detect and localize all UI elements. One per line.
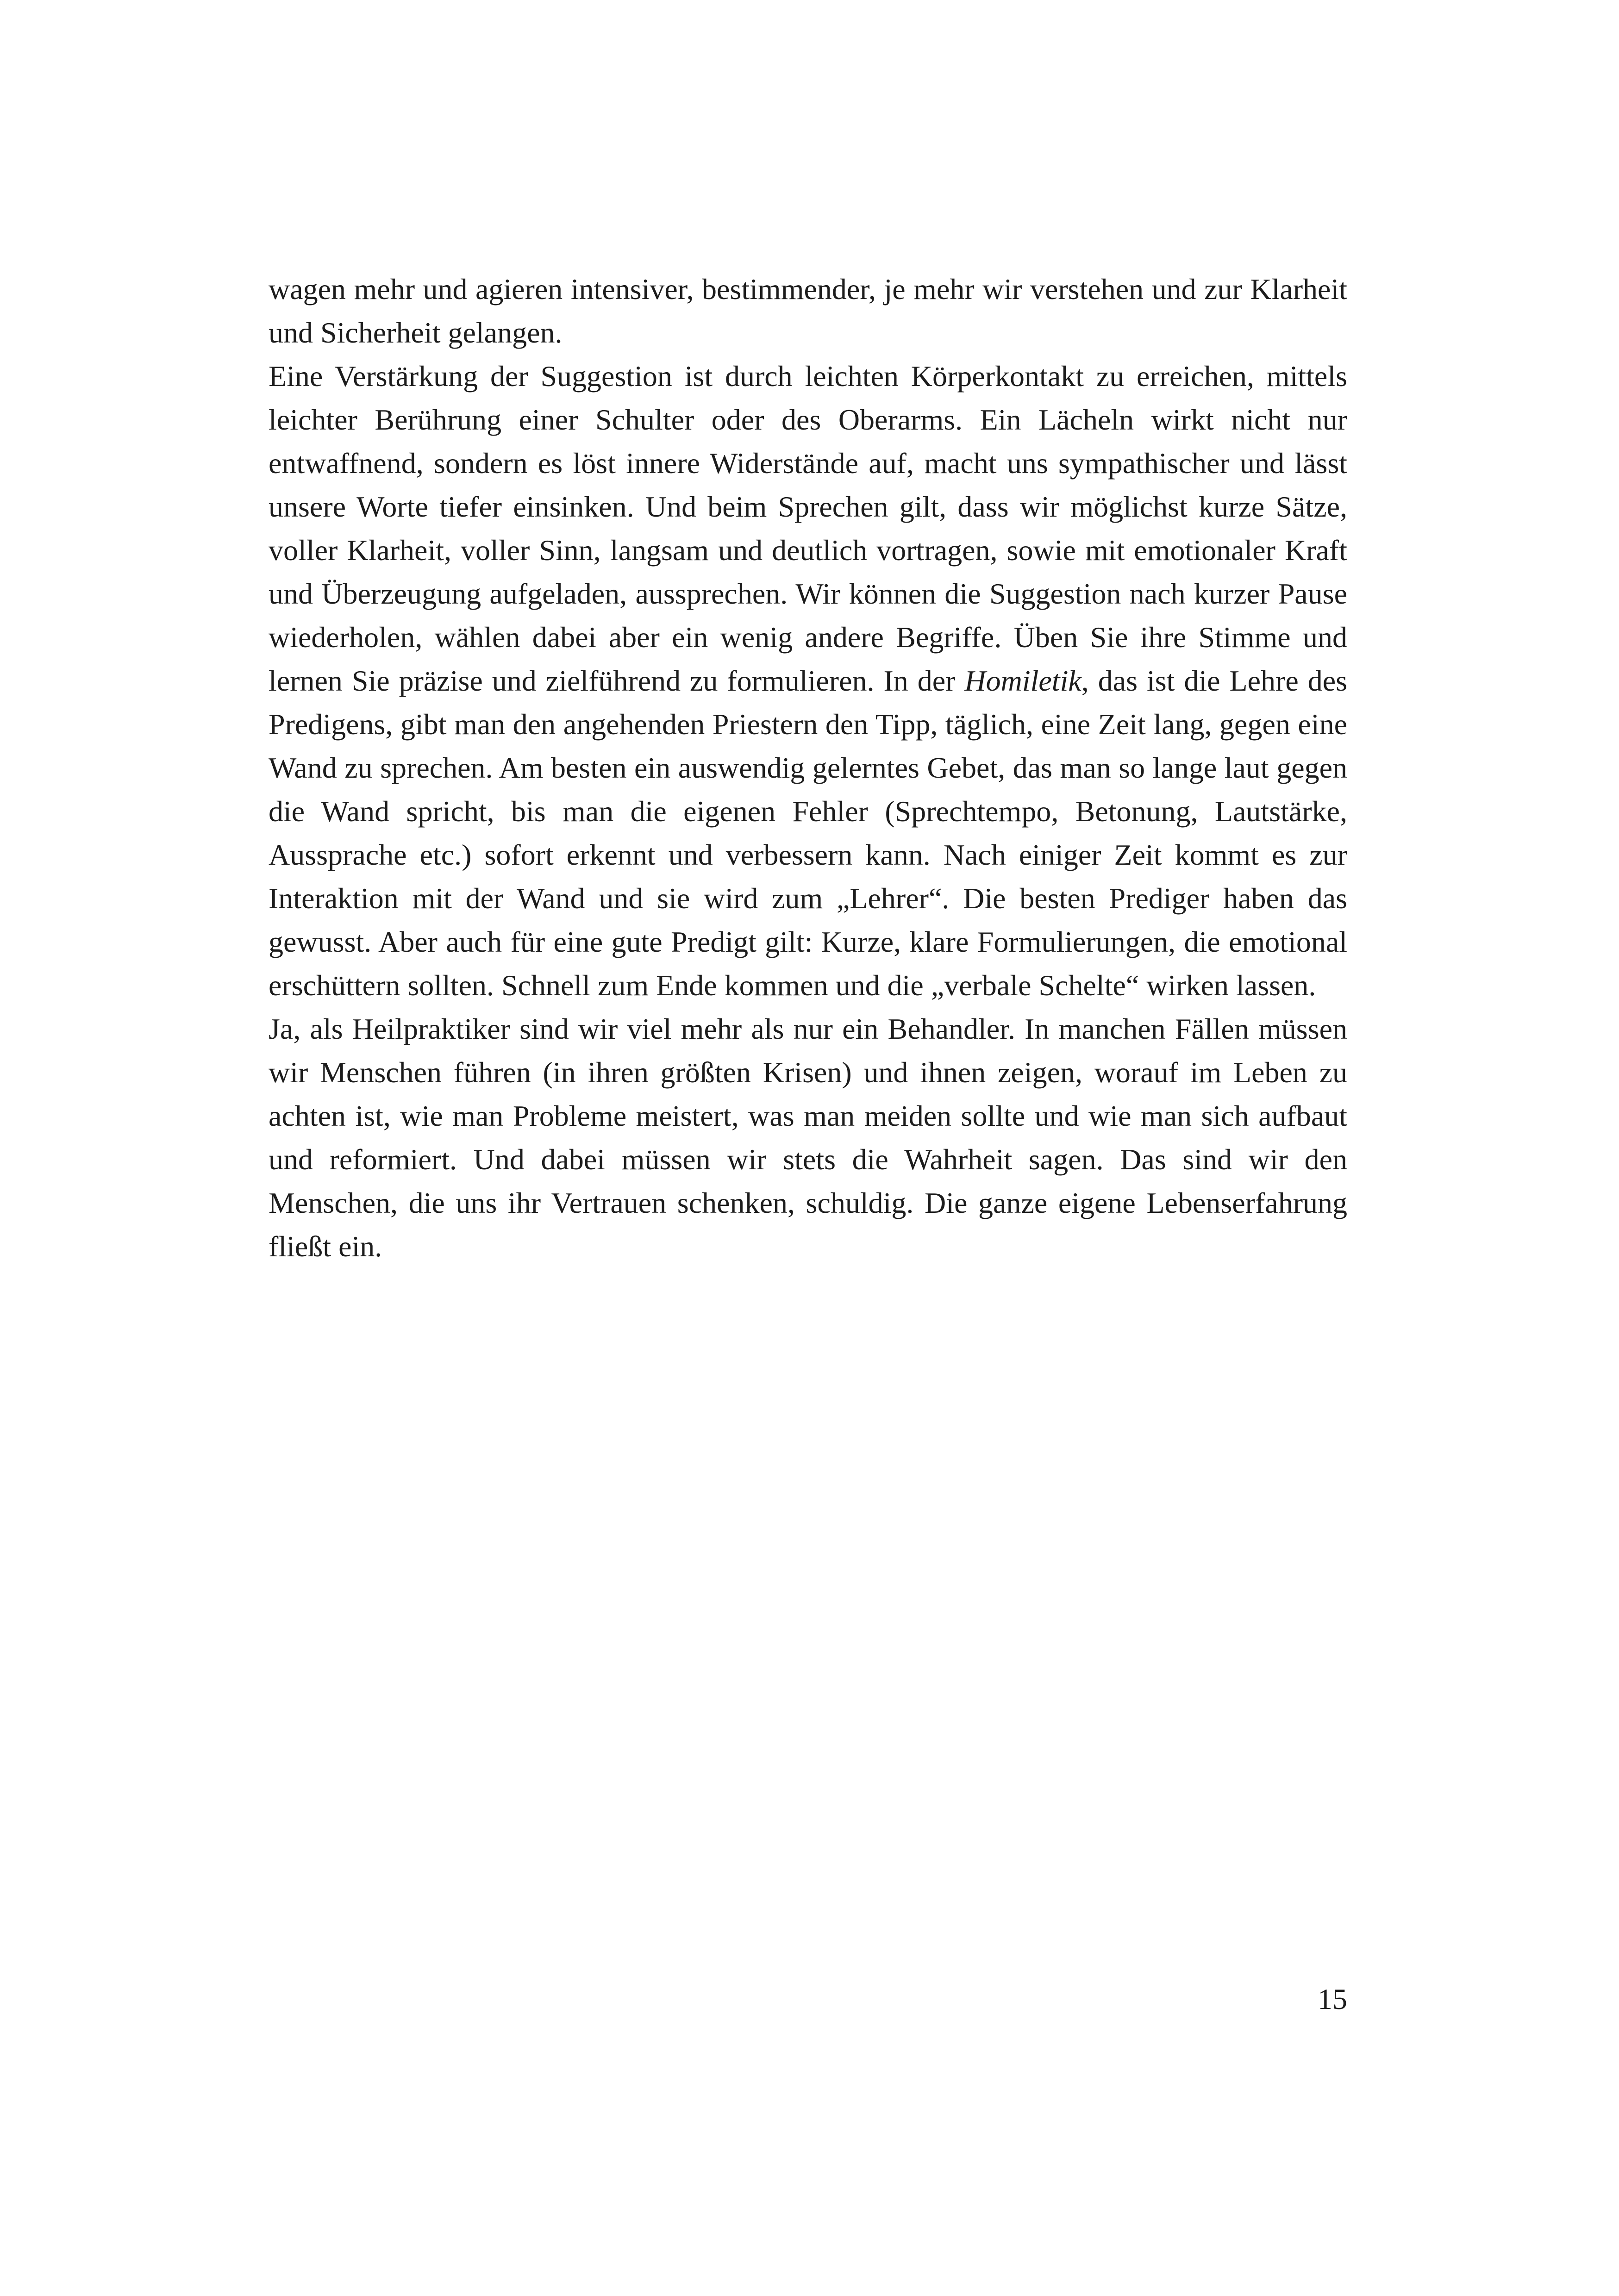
page-number: 15 — [1318, 1983, 1347, 2015]
paragraph-suggestion — [269, 355, 1347, 1007]
paragraph-heilpraktiker: Ja, als Heilpraktiker sind wir viel mehr als nur ein Behandler. In manchen Fällen müssen wir Menschen führen (in ihren größten Krisen) und ihnen zeigen, worauf im Leben zu achten ist, wie man Probleme meistert, was man meiden sollte und wie man sich aufbaut und reformiert. Und dabei müssen wir stets die Wahrheit sagen. Das sind wir den Menschen, die uns ihr Vertrauen schenken, schuldig. Die ganze eigene Lebenserfahrung fließt ein. — [269, 1012, 1347, 1263]
body-text — [269, 268, 1347, 1268]
paragraph-continuation: wagen mehr und agieren intensiver, bestimmender, je mehr wir verstehen und zur Klarheit und Sicherheit gelangen. — [269, 273, 1347, 349]
paragraph-text: , das ist die Lehre des Predigens, gibt man den angehenden Priestern den Tipp, täglich, eine Zeit lang, gegen eine Wand zu sprechen. Am besten ein auswendig gelerntes Gebet, das man so lange laut gegen die Wand spricht, bis man die eigenen Fehler (Sprechtempo, Betonung, Lautstärke, Aussprache etc.) sofort erkennt und verbessern kann. Nach einiger Zeit kommt es zur Interaktion mit der Wand und sie wird zum „Lehrer“. Die besten Prediger haben das gewusst. Aber auch für eine gute Predigt gilt: Kurze, klare Formulierungen, die emotional erschüttern sollten. Schnell zum Ende kommen und die „verbale Schelte“ wirken lassen. — [269, 664, 1348, 1002]
paragraph-text: Eine Verstärkung der Suggestion ist durch leichten Körperkontakt zu erreichen, mittels leichter Berührung einer Schulter oder des Oberarms. Ein Lächeln wirkt nicht nur entwaffnend, sondern es löst innere Widerstände auf, macht uns sympathischer und lässt unsere Worte tiefer einsinken. Und beim Sprechen gilt, dass wir möglichst kurze Sätze, voller Klarheit, voller Sinn, langsam und deutlich vortragen, sowie mit emotionaler Kraft und Überzeugung aufgeladen, aussprechen. Wir können die Suggestion nach kurzer Pause wiederholen, wählen dabei aber ein wenig andere Begriffe. Üben Sie ihre Stimme und lernen Sie präzise und zielführend zu formulieren. In der — [269, 360, 1347, 697]
italic-term-homiletik: Homiletik — [964, 664, 1081, 697]
